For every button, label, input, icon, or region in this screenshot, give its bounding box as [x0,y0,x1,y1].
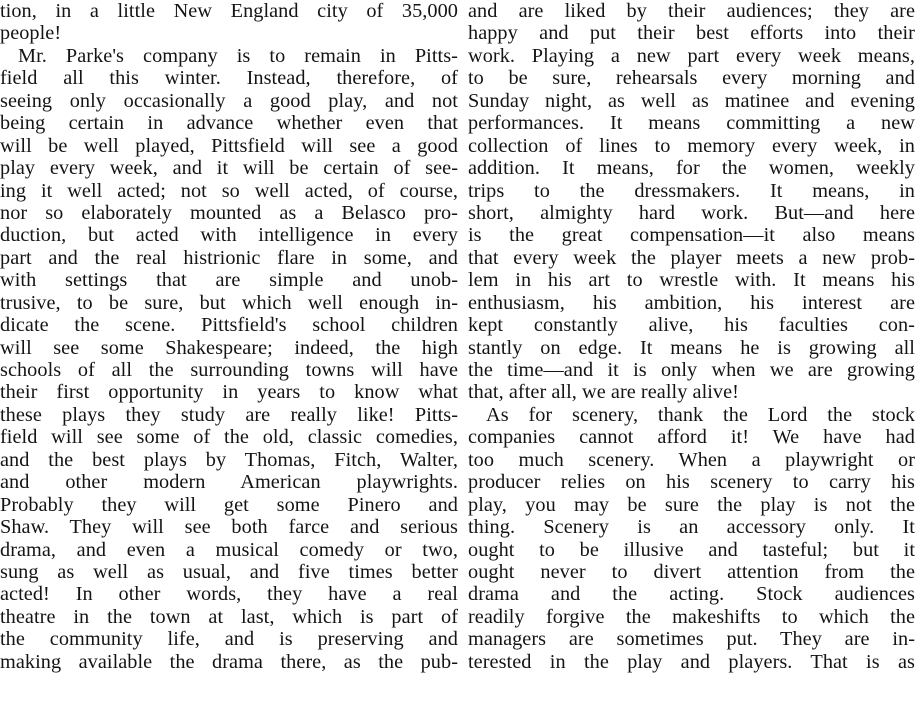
text-line: field will see some of the old, classic comedies, [0,426,458,449]
text-line: companies cannot afford it! We have had [468,426,915,449]
text-line: people! [0,22,62,45]
text-line: ought to be illusive and tasteful; but it [468,538,915,561]
text-line: collection of lines to memory every week, in [468,134,915,157]
text-line: play every week, and it will be certain of see- [0,157,458,180]
text-line: nor so elaborately mounted as a Belasco pro- [0,201,458,224]
text-line: managers are sometimes put. They are in- [468,628,915,651]
text-line: the time—and it is only when we are growing [468,359,915,381]
text-line: that, after all, we are really alive! [468,381,739,404]
left-text-column [0,0,458,673]
text-line: short, almighty hard work. But—and here [468,201,915,224]
text-line: terested in the play and players. That is as [468,650,915,673]
text-line: trips to the dressmakers. It means, in [468,179,915,202]
text-line: and are liked by their audiences; they are [468,0,915,22]
text-line: ing it well acted; not so well acted, of course, [0,179,458,202]
text-line: will be well played, Pittsfield will see a good [0,134,458,157]
text-line: acted! In other words, they have a real [0,583,458,606]
text-line: producer relies on his scenery to carry his [468,471,915,494]
text-line: play, you may be sure the play is not the [468,493,915,516]
text-line: these plays they study are really like! Pitts- [0,403,458,426]
text-line: kept constantly alive, his faculties con- [468,314,915,337]
text-line: Shaw. They will see both farce and serious [0,516,458,539]
text-line: field all this winter. Instead, therefore, of [0,67,458,90]
text-line: is the great compensation—it also means [468,224,915,247]
text-line: ought never to divert attention from the [468,560,915,583]
text-line: sung as well as usual, and five times better [0,560,458,583]
text-line: will see some Shakespeare; indeed, the high [0,336,458,359]
text-line: stantly on edge. It means he is growing all [468,336,915,359]
text-line: work. Playing a new part every week means, [468,44,915,67]
text-line: part and the real histrionic flare in some, and [0,246,458,269]
text-line: their first opportunity in years to know what [0,381,458,404]
text-line: performances. It means committing a new [468,112,915,135]
text-line: seeing only occasionally a good play, and not [0,89,458,112]
text-line: readily forgive the makeshifts to which the [468,605,915,628]
text-line: the community life, and is preserving and [0,628,458,651]
text-line: being certain in advance whether even that [0,112,458,135]
text-line: addition. It means, for the women, weekly [468,157,915,180]
text-line: that every week the player meets a new prob- [468,246,915,269]
text-line: schools of all the surrounding towns will have [0,359,458,381]
text-line: Sunday night, as well as matinee and evening [468,89,915,112]
paragraph-first-line: Mr. Parke's company is to remain in Pitts- [18,44,458,67]
text-line: tion, in a little New England city of 35,000 [0,0,458,22]
text-line: drama, and even a musical comedy or two, [0,538,458,561]
text-line: lem in his art to wrestle with. It means his [468,269,915,292]
text-line: happy and put their best efforts into their [468,22,915,45]
text-line: trusive, to be sure, but which well enough in- [0,291,458,314]
text-line: duction, but acted with intelligence in every [0,224,458,247]
text-line: and other modern American playwrights. [0,471,458,494]
text-line: Probably they will get some Pinero and [0,493,458,516]
text-line: dicate the scene. Pittsfield's school children [0,314,458,337]
text-line: enthusiasm, his ambition, his interest are [468,291,915,314]
text-line: to be sure, rehearsals every morning and [468,67,915,90]
right-text-column [468,0,915,673]
text-line: making available the drama there, as the pub- [0,650,458,673]
text-line: with settings that are simple and unob- [0,269,458,292]
text-line: and the best plays by Thomas, Fitch, Walter, [0,448,458,471]
text-line: drama and the acting. Stock audiences [468,583,915,606]
text-line: too much scenery. When a playwright or [468,448,915,471]
paragraph-first-line: As for scenery, thank the Lord the stock [486,403,915,426]
text-line: theatre in the town at last, which is part of [0,605,458,628]
text-line: thing. Scenery is an accessory only. It [468,516,915,539]
